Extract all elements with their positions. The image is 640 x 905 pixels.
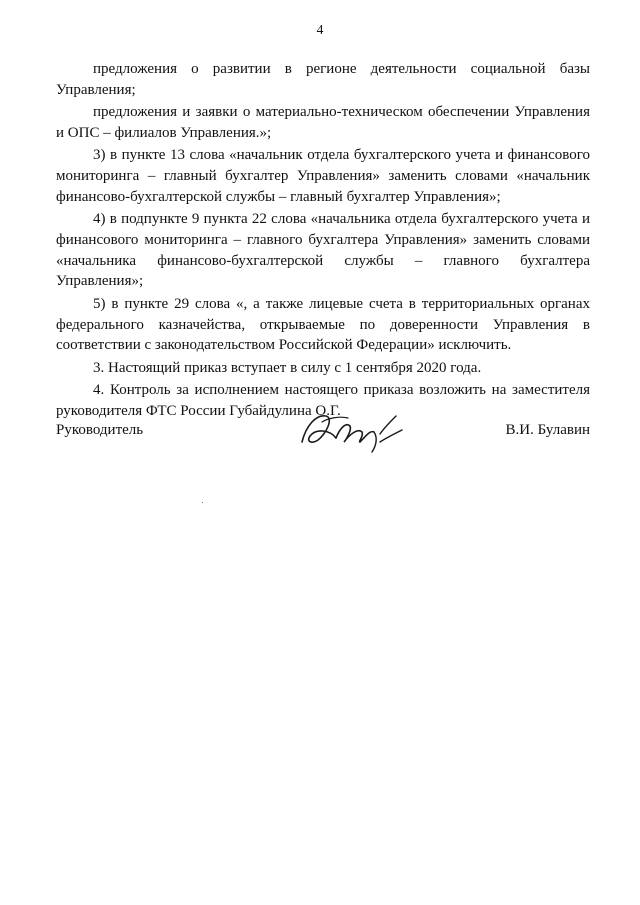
paragraph-item-4: 4) в подпункте 9 пункта 22 слова «начальника отдела бухгалтерского учета и финансового мониторинга – главного бухгалтера Управления» заменить словами «начальника финансово-бухгалтерской службы – главного бухгалтера Управления»; xyxy=(56,211,590,290)
paragraph-control: 4. Контроль за исполнением настоящего приказа возложить на заместителя руководителя ФТС России Губайдулина О.Г. xyxy=(56,381,590,419)
scan-speck xyxy=(202,502,203,503)
handwritten-signature xyxy=(296,408,406,456)
paragraph-social-base: предложения о развитии в регионе деятельности социальной базы Управления; xyxy=(56,61,590,98)
document-body xyxy=(56,59,590,423)
paragraph-item-3: 3) в пункте 13 слова «начальник отдела бухгалтерского учета и финансового мониторинга – главный бухгалтер Управления» заменить словами «начальник финансово-бухгалтерской службы – главный бухгалтер Управления»; xyxy=(56,147,590,205)
paragraph-item-5: 5) в пункте 29 слова «, а также лицевые счета в территориальных органах федерального казначейства, открываемые по доверенности Управления в соответствии с законодательством Российской Федерации» исключить. xyxy=(56,295,590,354)
page-number: 4 xyxy=(316,22,324,37)
paragraph-material-supply: предложения и заявки о материально-техническом обеспечении Управления и ОПС – филиалов Управления.»; xyxy=(56,104,590,141)
position-title: Руководитель xyxy=(56,422,144,438)
signer-name: В.И. Булавин xyxy=(505,422,590,438)
paragraph-effective-date: 3. Настоящий приказ вступает в силу с 1 сентября 2020 года. xyxy=(93,359,482,376)
